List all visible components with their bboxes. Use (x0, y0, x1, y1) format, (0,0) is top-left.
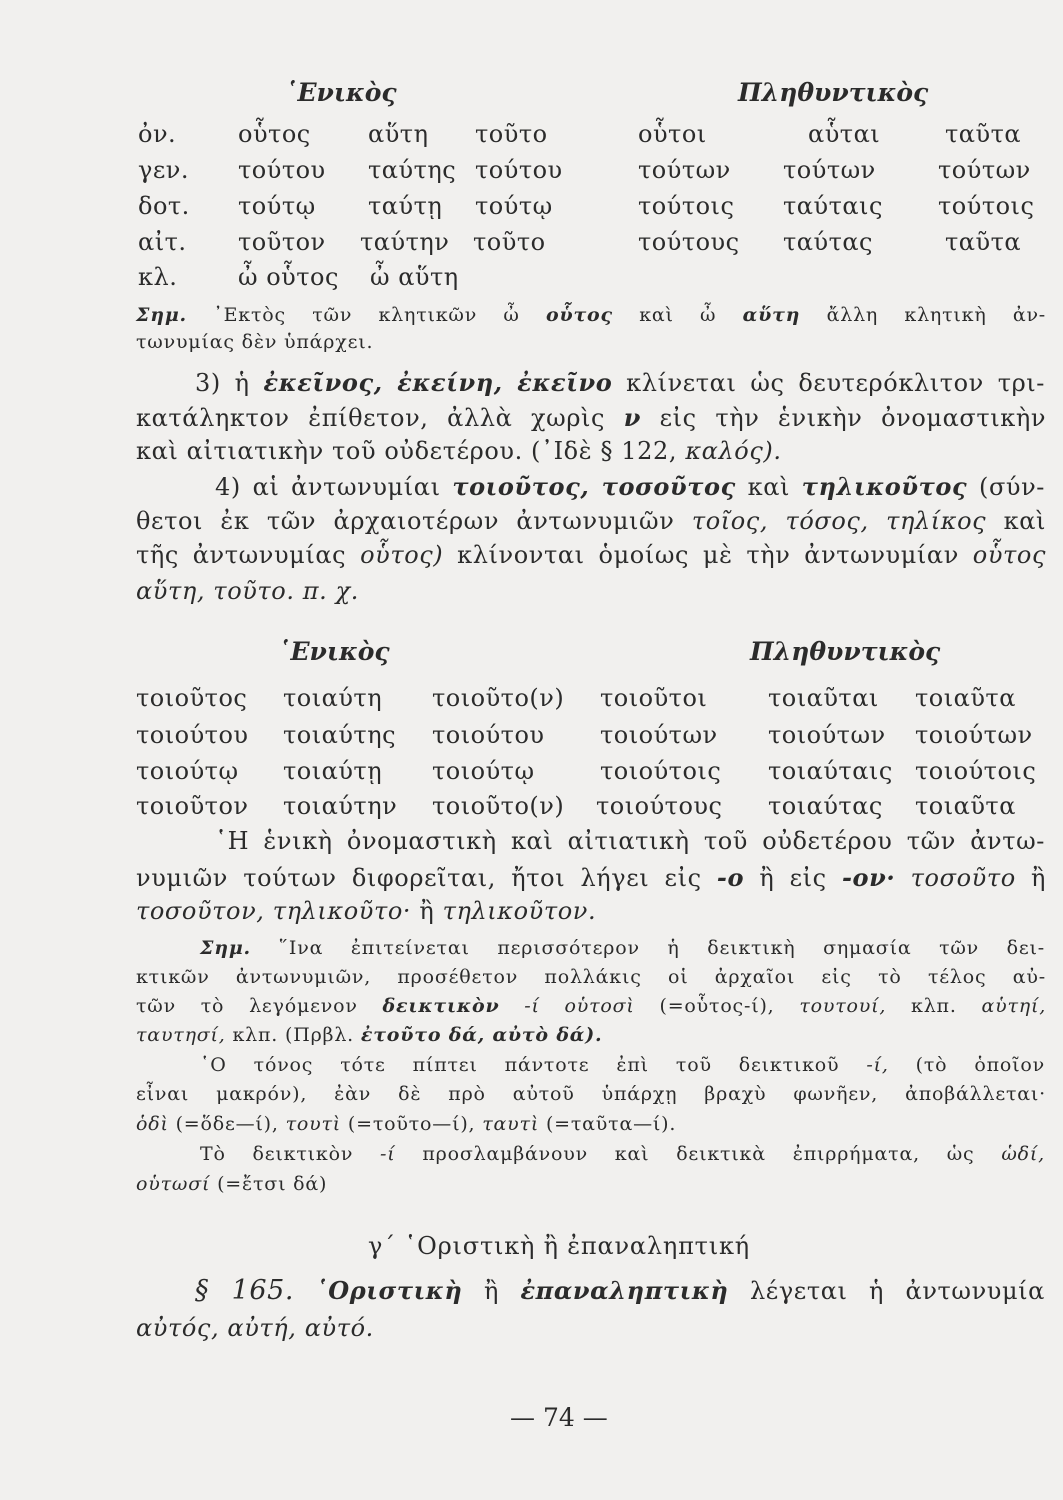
para4-line2: θετοι ἐκ τῶν ἀρχαιοτέρων ἀντωνυμιῶν τοῖος, τόσος, τηλίκος καὶ (136, 507, 1047, 535)
table-cell: τοιούτου (136, 721, 249, 749)
table-cell: τοιαύτας (768, 792, 883, 820)
table-cell: τοιοῦτος (136, 684, 248, 712)
table-cell: τοιαύταις (768, 757, 893, 785)
para3-line1: 3) ἡ ἐκεῖνος, ἐκείνη, ἐκεῖνο κλίνεται ὡς δευτερόκλιτον τρι- (195, 368, 1045, 397)
table-cell: οὗτος (238, 120, 311, 148)
para4-line3: τῆς ἀντωνυμίας οὗτος) κλίνονται ὁμοίως μὲ τὴν ἀντωνυμίαν οὗτος (136, 541, 1047, 569)
case-label: δοτ. (138, 192, 190, 220)
table-cell: τοιούτῳ (432, 757, 535, 785)
note2-line8: Τὸ δεικτικὸν -ί προσλαμβάνουν καὶ δεικτικὰ ἐπιρρήματα, ὡς ὡδί, (200, 1143, 1045, 1165)
note2-line7: ὁδὶ (=ὅδε—ί), τουτὶ (=τοῦτο—ί), ταυτὶ (=ταῦτα—ί). (136, 1113, 677, 1135)
table-cell: τοιαύτην (283, 792, 398, 820)
table-cell: τοιαύτῃ (283, 757, 383, 785)
table-cell: τοιούτου (432, 721, 545, 749)
table-cell: ταύτῃ (368, 192, 443, 220)
note2-line4: ταυτησί, κλπ. (Πρβλ. ἐτοῦτο δά, αὐτὸ δά). (136, 1024, 603, 1046)
table-cell: τοιοῦτο(ν) (432, 684, 565, 712)
table-cell: τοιούτους (596, 792, 723, 820)
note-label: Σημ. (136, 304, 187, 326)
case-label: ὀν. (138, 120, 177, 148)
para3-line3: καὶ αἰτιατικὴν τοῦ οὐδετέρου. (᾿Ιδὲ § 122, καλός). (136, 437, 782, 465)
table-cell: τοιαύτη (283, 684, 383, 712)
para5-line1: ῾Η ἑνικὴ ὀνομαστικὴ καὶ αἰτιατικὴ τοῦ οὐδετέρου τῶν ἀντω- (215, 827, 1045, 855)
note2-line6: εἶναι μακρόν), ἐὰν δὲ πρὸ αὐτοῦ ὑπάρχῃ βραχὺ φωνῆεν, ἀποβάλλεται· (136, 1083, 1046, 1105)
note2-line3: τῶν τὸ λεγόμενον δεικτικὸν -ί οὑτοσὶ (=οὗτος-ί), τουτουί, κλπ. αὑτηί, (136, 995, 1047, 1017)
table-cell: ταύταις (783, 192, 883, 220)
table-cell: ταύτας (783, 228, 873, 256)
table2-header-plural: Πληθυντικὸς (750, 637, 941, 666)
table-cell: ὦ αὕτη (370, 263, 459, 291)
section-165-line1: § 165. ῾Οριστικὴ ἢ ἐπαναληπτικὴ λέγεται ἡ ἀντωνυμία (195, 1275, 1045, 1306)
table-cell: τούτων (783, 156, 876, 184)
note1-line1: Σημ. ᾿Εκτὸς τῶν κλητικῶν ὦ οὗτος καὶ ὦ αὕτη ἄλλη κλητικὴ ἀν- (136, 304, 1047, 326)
table-cell: τούτῳ (238, 192, 316, 220)
para4-line1: 4) αἱ ἀντωνυμίαι τοιοῦτος, τοσοῦτος καὶ τηλικοῦτος (σύν- (215, 472, 1046, 501)
table-cell: τοιούτοις (600, 757, 722, 785)
table-cell: τοιοῦτοι (600, 684, 708, 712)
table-cell: ταῦτα (945, 120, 1022, 148)
table1-header-singular: ῾Ενικὸς (285, 78, 397, 107)
subsection-heading: γ΄ ῾Οριστικὴ ἢ ἐπαναληπτική (368, 1232, 750, 1260)
table-cell: τούτοις (638, 192, 735, 220)
table-cell: τοῦτον (238, 228, 326, 256)
para5-line3: τοσοῦτον, τηλικοῦτο· ἢ τηλικοῦτον. (136, 897, 597, 925)
note2-line2: κτικῶν ἀντωνυμιῶν, προσέθετον πολλάκις οἱ ἀρχαῖοι εἰς τὸ τέλος αὐ- (136, 966, 1046, 988)
note2-line9: οὑτωσί (=ἔτσι δά) (136, 1173, 328, 1195)
table-cell: ὦ οὗτος (238, 263, 339, 291)
table-cell: τούτου (238, 156, 326, 184)
table-cell: τοιούτῳ (136, 757, 239, 785)
table-cell: αὗται (808, 120, 881, 148)
table-cell: τοιούτοις (915, 757, 1037, 785)
case-label: αἰτ. (138, 228, 187, 256)
page-number: — 74 — (510, 1403, 608, 1432)
table-cell: τοιούτων (600, 721, 718, 749)
table-cell: τοιοῦτο(ν) (432, 792, 565, 820)
case-label: κλ. (138, 263, 178, 291)
para5-line2: νυμιῶν τούτων διφορεῖται, ἤτοι λήγει εἰς -ο ἢ εἰς -ον· τοσοῦτο ἢ (136, 863, 1047, 892)
table-cell: τούτου (475, 156, 563, 184)
para3-line2: κατάληκτον ἐπίθετον, ἀλλὰ χωρὶς ν εἰς τὴν ἑνικὴν ὀνομαστικὴν (136, 403, 1047, 432)
table-cell: τούτους (638, 228, 740, 256)
note-label: Σημ. (200, 937, 251, 959)
table-cell: τοῦτο (475, 120, 548, 148)
table2-header-singular: ῾Ενικὸς (278, 637, 390, 666)
note2-line1: Σημ. ῞Ινα ἐπιτείνεται περισσότερον ἡ δεικτικὴ σημασία τῶν δει- (200, 937, 1045, 959)
table-cell: τούτῳ (475, 192, 553, 220)
note2-line5: ῾Ο τόνος τότε πίπτει πάντοτε ἐπὶ τοῦ δεικτικοῦ -ί, (τὸ ὁποῖον (200, 1054, 1045, 1076)
table-cell: τοιαῦτα (915, 792, 1016, 820)
para4-line4: αὕτη, τοῦτο. π. χ. (136, 577, 360, 605)
table1-header-plural: Πληθυντικὸς (738, 78, 929, 107)
table-cell: τοιούτων (915, 721, 1033, 749)
table-cell: ταύτην (360, 228, 450, 256)
table-cell: οὗτοι (638, 120, 707, 148)
note1-line2: τωνυμίας δὲν ὑπάρχει. (136, 331, 374, 353)
table-cell: τοῦτο (473, 228, 546, 256)
table-cell: τούτοις (938, 192, 1035, 220)
table-cell: τοιαῦται (768, 684, 879, 712)
table-cell: τοιούτων (768, 721, 886, 749)
table-cell: τούτων (638, 156, 731, 184)
table-cell: τοιαῦτα (915, 684, 1016, 712)
table-cell: τούτων (938, 156, 1031, 184)
table-cell: τοιοῦτον (136, 792, 249, 820)
table-cell: ταῦτα (945, 228, 1022, 256)
table-cell: τοιαύτης (283, 721, 397, 749)
table-cell: αὕτη (368, 120, 429, 148)
section-165-line2: αὐτός, αὐτή, αὐτό. (136, 1314, 374, 1342)
case-label: γεν. (138, 156, 189, 184)
table-cell: ταύτης (368, 156, 457, 184)
